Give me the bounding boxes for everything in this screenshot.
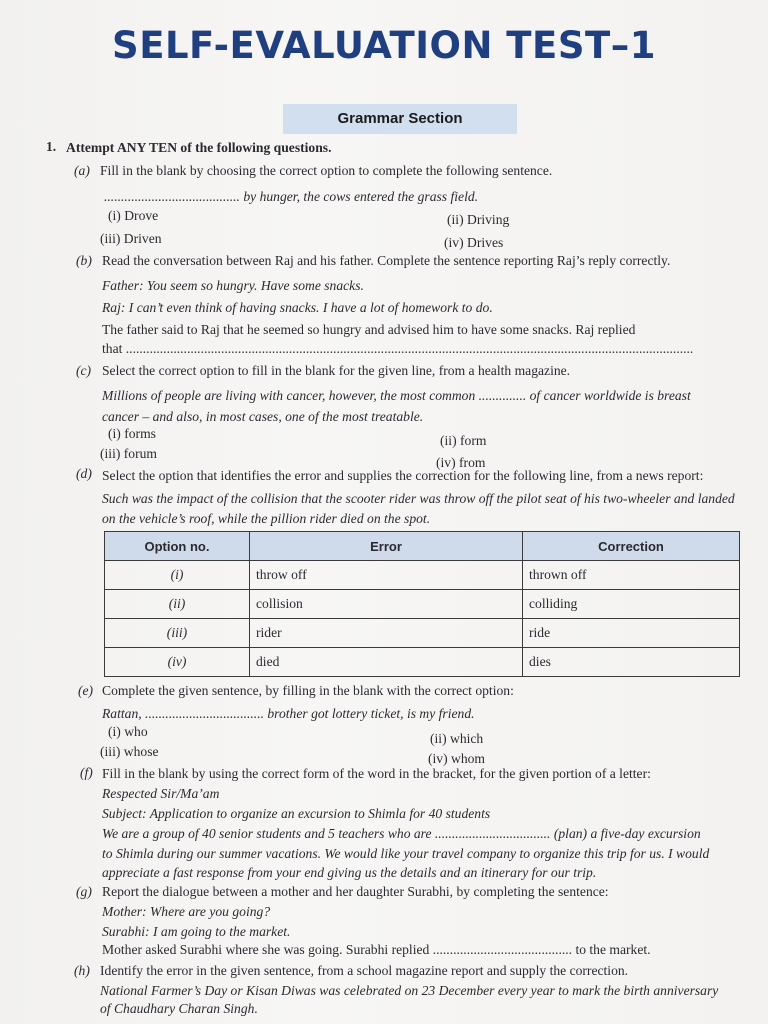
dialogue-line: Surabhi: I am going to the market.	[102, 924, 291, 939]
option: (iii) Driven	[100, 231, 162, 246]
item-h-instruction: Identify the error in the given sentence, from a school magazine report and supply the correction.	[100, 963, 629, 978]
option: (iii) forum	[100, 446, 158, 461]
item-b-sentence: The father said to Raj that he seemed so hungry and advised him to have some snacks. Raj replied	[102, 322, 636, 337]
item-c-sentence-cont: cancer – and also, in most cases, one of the most treatable.	[102, 409, 424, 424]
table-cell: died	[250, 648, 523, 677]
item-d-sentence: Such was the impact of the collision that the scooter rider was throw off the pilot seat of his two-wheeler and landed	[102, 491, 735, 506]
item-g-label: (g)	[76, 884, 92, 899]
item-c-label: (c)	[76, 363, 92, 378]
item-c-sentence: Millions of people are living with cancer, however, the most common .............. of cancer worldwide is breast	[102, 388, 691, 403]
table-row	[105, 619, 740, 648]
dialogue-line: Raj: I can’t even think of having snacks. I have a lot of homework to do.	[102, 300, 493, 315]
letter-line: Respected Sir/Ma’am	[102, 786, 220, 801]
error-correction-table	[104, 531, 740, 677]
option: (i) forms	[108, 426, 156, 441]
table-row	[105, 590, 740, 619]
dialogue-line: Father: You seem so hungry. Have some snacks.	[102, 278, 364, 293]
letter-line: Subject: Application to organize an excursion to Shimla for 40 students	[102, 806, 491, 821]
item-e-instruction: Complete the given sentence, by filling in the blank with the correct option:	[102, 683, 514, 698]
option: (ii) which	[430, 731, 484, 746]
table-cell: throw off	[250, 561, 523, 590]
table-cell: (i)	[105, 561, 250, 590]
item-b-instruction: Read the conversation between Raj and his father. Complete the sentence reporting Raj’s reply correctly.	[102, 253, 671, 268]
letter-line: appreciate a fast response from your end giving us the details and an itinerary for our trip.	[102, 865, 597, 880]
question-number: 1.	[46, 139, 57, 154]
page-title: SELF-EVALUATION TEST–1	[112, 24, 656, 67]
item-f-label: (f)	[80, 765, 93, 780]
option: (i) who	[108, 724, 148, 739]
table-cell: (ii)	[105, 590, 250, 619]
table-cell: thrown off	[523, 561, 740, 590]
option: (i) Drove	[108, 208, 159, 223]
item-h-label: (h)	[74, 963, 90, 978]
table-cell: (iv)	[105, 648, 250, 677]
section-heading: Grammar Section	[283, 104, 517, 134]
item-d-label: (d)	[76, 466, 92, 481]
option: (iv) from	[436, 455, 486, 470]
column-header: Error	[250, 532, 523, 561]
table-cell: ride	[523, 619, 740, 648]
letter-line: to Shimla during our summer vacations. We would like your travel company to organize this trip for us. I would	[102, 846, 710, 861]
table-row	[105, 561, 740, 590]
column-header: Correction	[523, 532, 740, 561]
table-cell: rider	[250, 619, 523, 648]
item-d-instruction: Select the option that identifies the error and supplies the correction for the following line, from a news report:	[102, 468, 704, 483]
item-c-instruction: Select the correct option to fill in the blank for the given line, from a health magazine.	[102, 363, 571, 378]
table-cell: (iii)	[105, 619, 250, 648]
item-g-sentence: Mother asked Surabhi where she was going. Surabhi replied ......................................... to the market.	[102, 942, 651, 957]
option: (ii) Driving	[447, 212, 510, 227]
option: (iv) Drives	[444, 235, 504, 250]
letter-line: We are a group of 40 senior students and 5 teachers who are .................................. (plan) a five-day excursion	[102, 826, 701, 841]
question-instruction: Attempt ANY TEN of the following questions.	[66, 140, 332, 155]
item-h-sentence-cont: of Chaudhary Charan Singh.	[100, 1001, 258, 1016]
item-a-sentence: ........................................ by hunger, the cows entered the grass field.	[104, 189, 479, 204]
item-b-label: (b)	[76, 253, 92, 268]
table-row	[105, 648, 740, 677]
option: (ii) form	[440, 433, 487, 448]
option: (iv) whom	[428, 751, 486, 766]
table-cell: colliding	[523, 590, 740, 619]
dialogue-line: Mother: Where are you going?	[102, 904, 271, 919]
table-cell: dies	[523, 648, 740, 677]
item-e-sentence: Rattan, ................................... brother got lottery ticket, is my friend.	[102, 706, 475, 721]
column-header: Option no.	[105, 532, 250, 561]
item-a-instruction: Fill in the blank by choosing the correct option to complete the following sentence.	[100, 163, 553, 178]
item-a-label: (a)	[74, 163, 90, 178]
option: (iii) whose	[100, 744, 159, 759]
table-header-row	[105, 532, 740, 561]
item-h-sentence: National Farmer’s Day or Kisan Diwas was celebrated on 23 December every year to mark the birth anniversary	[100, 983, 719, 998]
item-e-label: (e)	[78, 683, 94, 698]
item-f-instruction: Fill in the blank by using the correct form of the word in the bracket, for the given portion of a letter:	[102, 766, 651, 781]
item-b-blank: that .......................................................................................................................................................................	[102, 341, 694, 356]
item-d-sentence-cont: on the vehicle’s roof, while the pillion rider died on the spot.	[102, 511, 431, 526]
item-g-instruction: Report the dialogue between a mother and her daughter Surabhi, by completing the sentence:	[102, 884, 609, 899]
table-cell: collision	[250, 590, 523, 619]
